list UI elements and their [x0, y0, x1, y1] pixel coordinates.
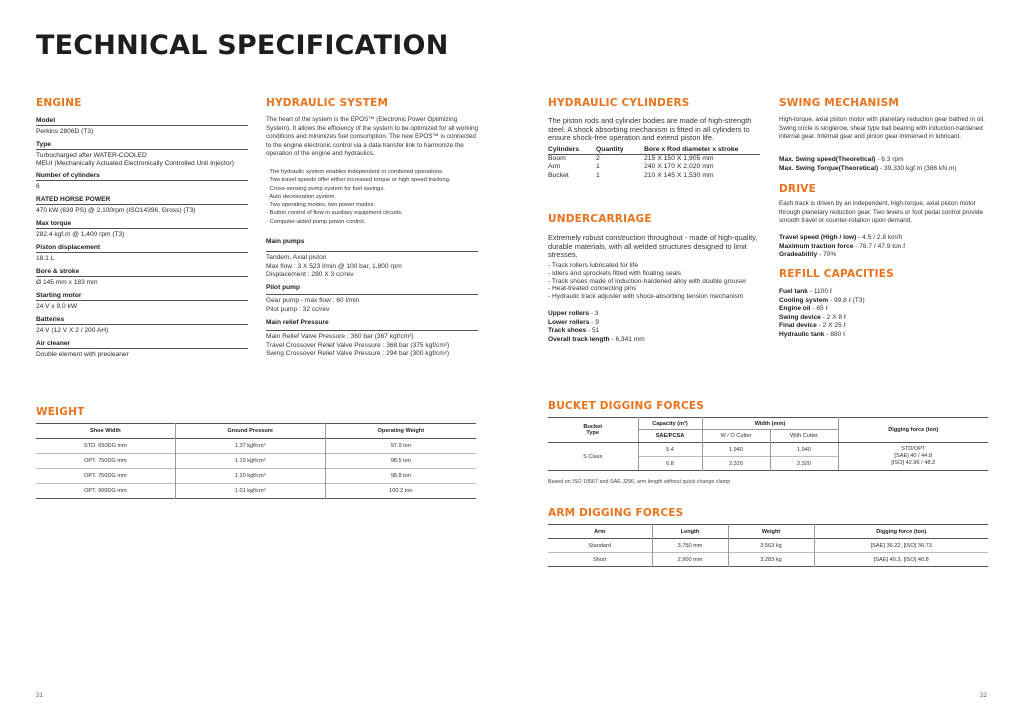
- hydraulic-cylinders-heading: HYDRAULIC CYLINDERS: [548, 97, 690, 109]
- undercarriage-bullet: - Hydraulic track adjuster with shock-absorbing tension mechanism: [548, 293, 744, 301]
- wo-cutter-header: W / O Cutter: [702, 430, 770, 443]
- cylinder-row: [548, 155, 760, 164]
- bucket-cell: 1,940: [770, 443, 838, 457]
- arm-header: Digging force (ton): [876, 528, 927, 535]
- bucket-heading: BUCKET DIGGING FORCES: [548, 400, 705, 412]
- relief-line: Travel Crossover Relief Valve Pressure : 368 bar (375 kgf/cm²): [266, 341, 450, 349]
- cyl-header: Cylinders: [548, 146, 596, 155]
- engine-spec-label: Max torque: [36, 217, 248, 229]
- bucket-cell: 6.8: [638, 457, 702, 471]
- drive-intro: Each track is driven by an independent, high-torque, axial piston motor through planetary reduction gear. Two levers or foot pedal control provide smooth travel or counter-rotation upon demand.: [779, 200, 983, 225]
- weight-header: Shoe Width: [36, 424, 175, 439]
- undercarriage-bullet: - Track shoes made of induction-hardened alloy with double grouser: [548, 277, 747, 285]
- arm-cell: Short: [548, 553, 652, 567]
- sae-header: SAE/PCSA: [638, 430, 702, 443]
- undercarriage-spec-value: - 9: [589, 318, 599, 326]
- pilot-pump-label: Pilot pump: [266, 284, 301, 291]
- refill-spec-value: - 65 ℓ: [810, 305, 828, 313]
- cylinder-row: [548, 172, 760, 180]
- arm-cell: 3,750 mm: [652, 539, 728, 553]
- relief-label: Main relief Pressure: [266, 319, 329, 326]
- refill-spec-value: - 99.8 ℓ (T3): [828, 296, 865, 304]
- drive-specs: [779, 234, 991, 260]
- swing-spec-key: Max. Swing speed(Theoretical): [779, 156, 876, 163]
- weight-row: [36, 439, 476, 454]
- weight-cell: STD. 650DG mm: [36, 439, 175, 454]
- page-number-left: 21: [36, 692, 44, 699]
- engine-spec-label: Air cleaner: [36, 337, 248, 349]
- engine-spec-value: 6: [36, 182, 40, 190]
- cylinder-cell: 210 X 145 X 1,530 mm: [644, 171, 714, 179]
- refill-spec-value: - 1100 ℓ: [807, 288, 832, 295]
- arm-cell: [SAE] 36.22, [ISO] 36.73: [870, 542, 932, 549]
- drive-spec-key: Maximum traction force: [779, 242, 854, 250]
- weight-header: Ground Pressure: [175, 424, 325, 439]
- cylinder-cell: 2: [596, 155, 600, 163]
- swing-spec: [779, 165, 999, 174]
- bucket-type-header: Bucket Type: [548, 418, 638, 443]
- bucket-cell: 1,940: [702, 443, 770, 457]
- weight-cell: 1.37 kgf/cm²: [175, 439, 325, 454]
- hydraulic-bullet: · Cross-sensing pump system for fuel savings.: [266, 185, 385, 192]
- hydraulic-cylinders-intro: The piston rods and cylinder bodies are made of high-strength steel. A shock absorbing mechanism is fitted in all cylinders to ensure shock-free operation and extend piston life.: [548, 116, 752, 143]
- engine-spec-value: 18.1 L: [36, 254, 55, 262]
- main-pump-line: Max flow : 3 X 523 l/min @ 100 bar, 1,800 rpm: [266, 262, 402, 270]
- undercarriage-spec-value: - 6,341 mm: [609, 335, 645, 343]
- undercarriage-bullet: - Heat-treated connecting pins: [548, 285, 637, 293]
- refill-spec-key: Fuel tank: [779, 288, 808, 295]
- swing-heading: SWING MECHANISM: [779, 97, 900, 109]
- drive-spec: [779, 234, 991, 243]
- engine-spec-label: Starting motor: [36, 289, 248, 301]
- main-pump-line: Displacement : 280 X 3 cc/rev: [266, 271, 354, 279]
- weight-cell: 1.19 kgf/cm²: [175, 454, 325, 469]
- relief-list: [266, 330, 478, 359]
- bucket-cell: 5.4: [638, 443, 702, 457]
- engine-spec-list: [36, 114, 248, 361]
- weight-header: Operating Weight: [377, 428, 425, 434]
- drive-spec: [779, 243, 991, 252]
- refill-spec: [779, 322, 991, 331]
- drive-spec-key: Travel speed (High / low): [779, 234, 857, 241]
- bucket-force: STD/OPT [SAE] 40 / 44.8 [ISO] 42.96 / 48.2: [838, 443, 988, 471]
- weight-cell: 100.2 ton: [389, 488, 413, 494]
- digging-force-header: Digging force (ton): [838, 418, 988, 443]
- arm-cell: 3,563 kg: [728, 539, 814, 553]
- cyl-header: Quantity: [596, 146, 644, 155]
- main-pumps-list: [266, 251, 478, 280]
- arm-cell: [SAE] 40.3, [ISO] 40.8: [873, 556, 929, 563]
- hydraulic-system-heading: HYDRAULIC SYSTEM: [266, 97, 389, 109]
- capacity-header: Capacity (m³): [638, 418, 702, 430]
- cylinder-cell: 240 X 170 X 2,020 mm: [644, 163, 714, 171]
- engine-spec-label: Batteries: [36, 313, 248, 325]
- refill-spec: [779, 331, 991, 340]
- weight-cell: OPT. 900DG mm: [36, 484, 175, 499]
- cylinder-cell: 1: [596, 163, 600, 171]
- page-number-right: 22: [980, 692, 988, 699]
- pilot-pump-line: Gear pump - max flow : 60 l/min: [266, 297, 360, 304]
- weight-row: [36, 469, 476, 484]
- undercarriage-spec: [548, 327, 760, 336]
- weight-table: [36, 423, 476, 499]
- undercarriage-spec: [548, 310, 760, 319]
- hydraulic-bullet: · The hydraulic system enables independent or combined operations.: [266, 169, 444, 175]
- hydraulic-bullet: · Two operating modes, two power modes.: [266, 202, 376, 209]
- pilot-pump-list: [266, 294, 478, 314]
- undercarriage-heading: UNDERCARRIAGE: [548, 213, 652, 225]
- engine-spec-value: 24 V x 9.0 kW: [36, 302, 78, 310]
- drive-spec-value: - 70%: [817, 251, 837, 259]
- refill-spec: [779, 297, 991, 306]
- cylinder-cell: 215 X 150 X 1,905 mm: [644, 155, 714, 163]
- cylinder-row: [548, 163, 760, 171]
- swing-specs: [779, 156, 999, 173]
- drive-spec: [779, 251, 991, 260]
- weight-cell: 98.5 ton: [390, 458, 411, 464]
- arm-row: [548, 539, 988, 553]
- engine-heading: ENGINE: [36, 97, 82, 109]
- undercarriage-bullets: [548, 262, 768, 301]
- engine-spec-label: Number of cylinders: [36, 169, 248, 181]
- hydraulic-bullet: · Button control of flow in auxiliary equipment circuits.: [266, 210, 403, 217]
- refill-spec-value: - 2 X 25 ℓ: [816, 322, 846, 330]
- engine-spec-value: 282.4 kgf.m @ 1,400 rpm (T3): [36, 230, 125, 238]
- arm-cell: 2,900 mm: [652, 553, 728, 567]
- engine-spec-value: Turbocharged after WATER-COOLED MEUI (Mechanically Actuated Electronically Controlled Unit Injector): [36, 152, 234, 168]
- refill-spec-value: - 2 X 8 ℓ: [820, 313, 847, 321]
- swing-spec: [779, 156, 999, 165]
- hydraulic-bullet: · Computer-aided pump power control.: [266, 218, 366, 225]
- undercarriage-spec-key: Overall track length: [548, 335, 610, 343]
- undercarriage-spec-key: Track shoes: [548, 327, 587, 335]
- weight-heading: WEIGHT: [36, 406, 85, 418]
- cylinder-cell: Arm: [548, 163, 561, 171]
- arm-table: [548, 524, 988, 567]
- refill-spec-key: Swing device: [779, 313, 821, 321]
- cylinder-cell: Bucket: [548, 171, 569, 179]
- weight-cell: 98.8 ton: [390, 473, 411, 479]
- width-header: Width (mm): [702, 418, 838, 430]
- cylinders-table: [548, 146, 760, 180]
- refill-spec: [779, 314, 991, 323]
- engine-spec-value: 24 V (12 V X 2 / 200 AH): [36, 326, 109, 334]
- weight-cell: 1.01 kgf/cm²: [175, 484, 325, 499]
- relief-line: Swing Crossover Relief Valve Pressure : 294 bar (300 kgf/cm²): [266, 350, 450, 358]
- refill-spec-key: Final device: [779, 322, 817, 330]
- drive-heading: DRIVE: [779, 183, 817, 195]
- engine-spec-label: Bore & stroke: [36, 265, 248, 277]
- undercarriage-spec: [548, 336, 760, 345]
- arm-cell: Standard: [548, 539, 652, 553]
- refill-specs: [779, 288, 991, 340]
- refill-spec: [779, 288, 991, 297]
- arm-row: [548, 553, 988, 567]
- main-pump-line: Tandem, Axial piston: [266, 254, 327, 261]
- weight-cell: 97.9 ton: [390, 443, 411, 449]
- undercarriage-bullet: - Idlers and sprockets fitted with floating seals: [548, 269, 682, 277]
- arm-cell: 3,283 kg: [728, 553, 814, 567]
- swing-spec-value: - 6.3 rpm: [875, 156, 904, 163]
- refill-spec-key: Hydraulic tank: [779, 330, 825, 338]
- engine-spec-label: Type: [36, 138, 248, 150]
- hydraulic-bullet: · Auto deceleration system.: [266, 193, 336, 200]
- undercarriage-spec-value: - 3: [589, 310, 599, 317]
- undercarriage-spec-key: Upper rollers: [548, 310, 590, 317]
- arm-header: Arm: [548, 525, 652, 539]
- refill-heading: REFILL CAPACITIES: [779, 268, 894, 280]
- hydraulic-bullets: [266, 168, 478, 226]
- undercarriage-specs: [548, 310, 760, 344]
- weight-cell: 1.20 kgf/cm²: [175, 469, 325, 484]
- engine-spec-value: Perkins 2806D (T3): [36, 128, 94, 135]
- main-pumps-label: Main pumps: [266, 238, 305, 245]
- cyl-header: Bore x Rod diameter x stroke: [644, 146, 760, 155]
- drive-spec-value: - 78.7 / 47.9 ton.f: [853, 242, 906, 250]
- refill-spec-key: Cooling system: [779, 296, 829, 304]
- undercarriage-spec: [548, 319, 760, 328]
- weight-row: [36, 484, 476, 499]
- weight-row: [36, 454, 476, 469]
- arm-header: Weight: [728, 525, 814, 539]
- undercarriage-intro: Extremely robust construction throughout - made of high-quality, durable materials, with all welded structures designed to limit stresses.: [548, 233, 758, 260]
- engine-spec-value: Double element with precleaner: [36, 350, 129, 358]
- swing-spec-value: - 39,330 kgf.m (386 kN.m): [878, 164, 957, 172]
- undercarriage-bullet: - Track rollers lubricated for life: [548, 262, 639, 269]
- bucket-cell: 2,320: [702, 457, 770, 471]
- relief-line: Main Relief Valve Pressure : 360 bar (367 kgf/cm²): [266, 333, 414, 340]
- hydraulic-bullet: · Two travel speeds offer either increased torque or high speed tracking.: [266, 177, 451, 184]
- undercarriage-spec-value: - 51: [586, 327, 600, 335]
- engine-spec-value: Ø 145 mm x 183 mm: [36, 278, 98, 286]
- page-title: TECHNICAL SPECIFICATION: [36, 30, 449, 61]
- drive-spec-value: - 4.5 / 2.8 km/h: [856, 234, 903, 241]
- refill-spec-value: - 880 ℓ: [824, 330, 846, 338]
- engine-spec-value: 470 kW (639 PS) @ 2,100rpm (ISO14396, Gross) (T3): [36, 206, 196, 214]
- engine-spec-label: RATED HORSE POWER: [36, 193, 248, 205]
- weight-cell: OPT. 750DG mm: [36, 469, 175, 484]
- undercarriage-spec-key: Lower rollers: [548, 318, 590, 326]
- with-cutter-header: With Cutter: [770, 430, 838, 443]
- cylinder-cell: Boom: [548, 155, 566, 163]
- engine-spec-label: Piston displacement: [36, 241, 248, 253]
- swing-intro: High-torque, axial piston motor with planetary reduction gear bathed in oil. Swing circle is singlerow, shear type ball bearing with induction-hardened internal gear. Internal gear and pinion gear immersed in lubricant.: [779, 116, 985, 141]
- refill-spec-key: Engine oil: [779, 305, 811, 313]
- arm-header: Length: [652, 525, 728, 539]
- bucket-class: S Class: [548, 443, 638, 471]
- drive-spec-key: Gradeability: [779, 251, 818, 259]
- swing-spec-key: Max. Swing Torque(Theoretical): [779, 164, 879, 172]
- bucket-table: [548, 417, 988, 471]
- bucket-cell: 2,320: [770, 457, 838, 471]
- refill-spec: [779, 305, 991, 314]
- hydraulic-system-intro: The heart of the system is the EPOS™ (Electronic Power Optimizing System). It allows the efficiency of the system to be optimized for all working conditions and minimizes fuel consumption. The new EPOS™ is connected to the engine electronic control via a data transfer link to harmonize the operation of the engine and hydraulics.: [266, 116, 478, 158]
- engine-spec-label: Model: [36, 114, 248, 126]
- cylinder-cell: 1: [596, 171, 600, 179]
- weight-cell: OPT. 750DG mm: [36, 454, 175, 469]
- bucket-note: Based on ISO 10567 and SAE J296, arm length without quick change clamp: [548, 479, 731, 485]
- arm-heading: ARM DIGGING FORCES: [548, 507, 684, 519]
- pilot-pump-line: Pilot pump : 32 cc/rev: [266, 305, 330, 313]
